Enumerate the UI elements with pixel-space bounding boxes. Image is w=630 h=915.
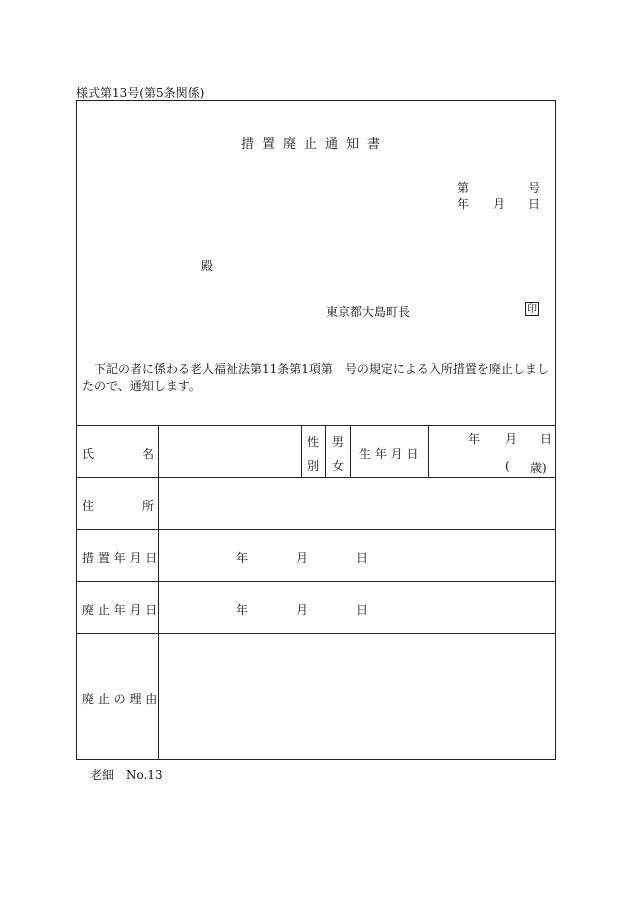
birth-label: 生 年 月 日 bbox=[359, 447, 419, 461]
sex-label-2: 別 bbox=[307, 459, 320, 473]
date-day: 日 bbox=[528, 197, 541, 211]
address-label-1: 住 bbox=[82, 499, 95, 513]
age-open: ( bbox=[505, 459, 510, 473]
address-label-2: 所 bbox=[142, 499, 155, 513]
birth-day: 日 bbox=[540, 432, 553, 446]
name-label-2: 名 bbox=[142, 447, 155, 461]
document-title: 措置廃止通知書 bbox=[241, 137, 389, 152]
age-close: 歳) bbox=[530, 461, 547, 475]
birth-month: 月 bbox=[505, 432, 518, 446]
form-box bbox=[76, 100, 556, 760]
number-go: 号 bbox=[528, 181, 541, 195]
abolish-date-label: 廃 止 年 月 日 bbox=[82, 603, 158, 617]
table-row-line bbox=[76, 477, 556, 478]
table-top-line bbox=[76, 425, 556, 426]
table-row-line bbox=[76, 633, 556, 634]
number-dai: 第 bbox=[457, 181, 470, 195]
abolish-date-month: 月 bbox=[296, 603, 309, 617]
table-col-line bbox=[350, 425, 351, 477]
abolish-date-year: 年 bbox=[236, 603, 249, 617]
measure-date-day: 日 bbox=[356, 551, 369, 565]
seal-mark: 印 bbox=[527, 304, 537, 315]
birth-year: 年 bbox=[468, 432, 481, 446]
date-year: 年 bbox=[457, 197, 470, 211]
measure-date-label: 措 置 年 月 日 bbox=[82, 551, 158, 565]
footer-code: 老細 No.13 bbox=[90, 768, 163, 782]
measure-date-year: 年 bbox=[236, 551, 249, 565]
form-number: 様式第13号(第5条関係) bbox=[76, 86, 205, 100]
table-col-line bbox=[301, 425, 302, 477]
table-row-line bbox=[76, 529, 556, 530]
reason-label: 廃 止 の 理 由 bbox=[82, 692, 158, 706]
table-col-line bbox=[158, 425, 159, 760]
sex-female: 女 bbox=[332, 459, 345, 473]
table-col-line bbox=[325, 425, 326, 477]
issuer-name: 東京都大島町長 bbox=[326, 305, 411, 319]
measure-date-month: 月 bbox=[296, 551, 309, 565]
date-month: 月 bbox=[493, 197, 506, 211]
abolish-date-day: 日 bbox=[356, 603, 369, 617]
table-col-line bbox=[428, 425, 429, 477]
name-label-1: 氏 bbox=[82, 447, 95, 461]
table-row-line bbox=[76, 581, 556, 582]
body-text: 下記の者に係わる老人福祉法第11条第1項第 号の規定による入所措置を廃止しましたので、通知します。 bbox=[82, 362, 549, 393]
sex-label-1: 性 bbox=[307, 435, 320, 449]
sex-male: 男 bbox=[332, 435, 345, 449]
addressee-suffix: 殿 bbox=[201, 259, 214, 273]
